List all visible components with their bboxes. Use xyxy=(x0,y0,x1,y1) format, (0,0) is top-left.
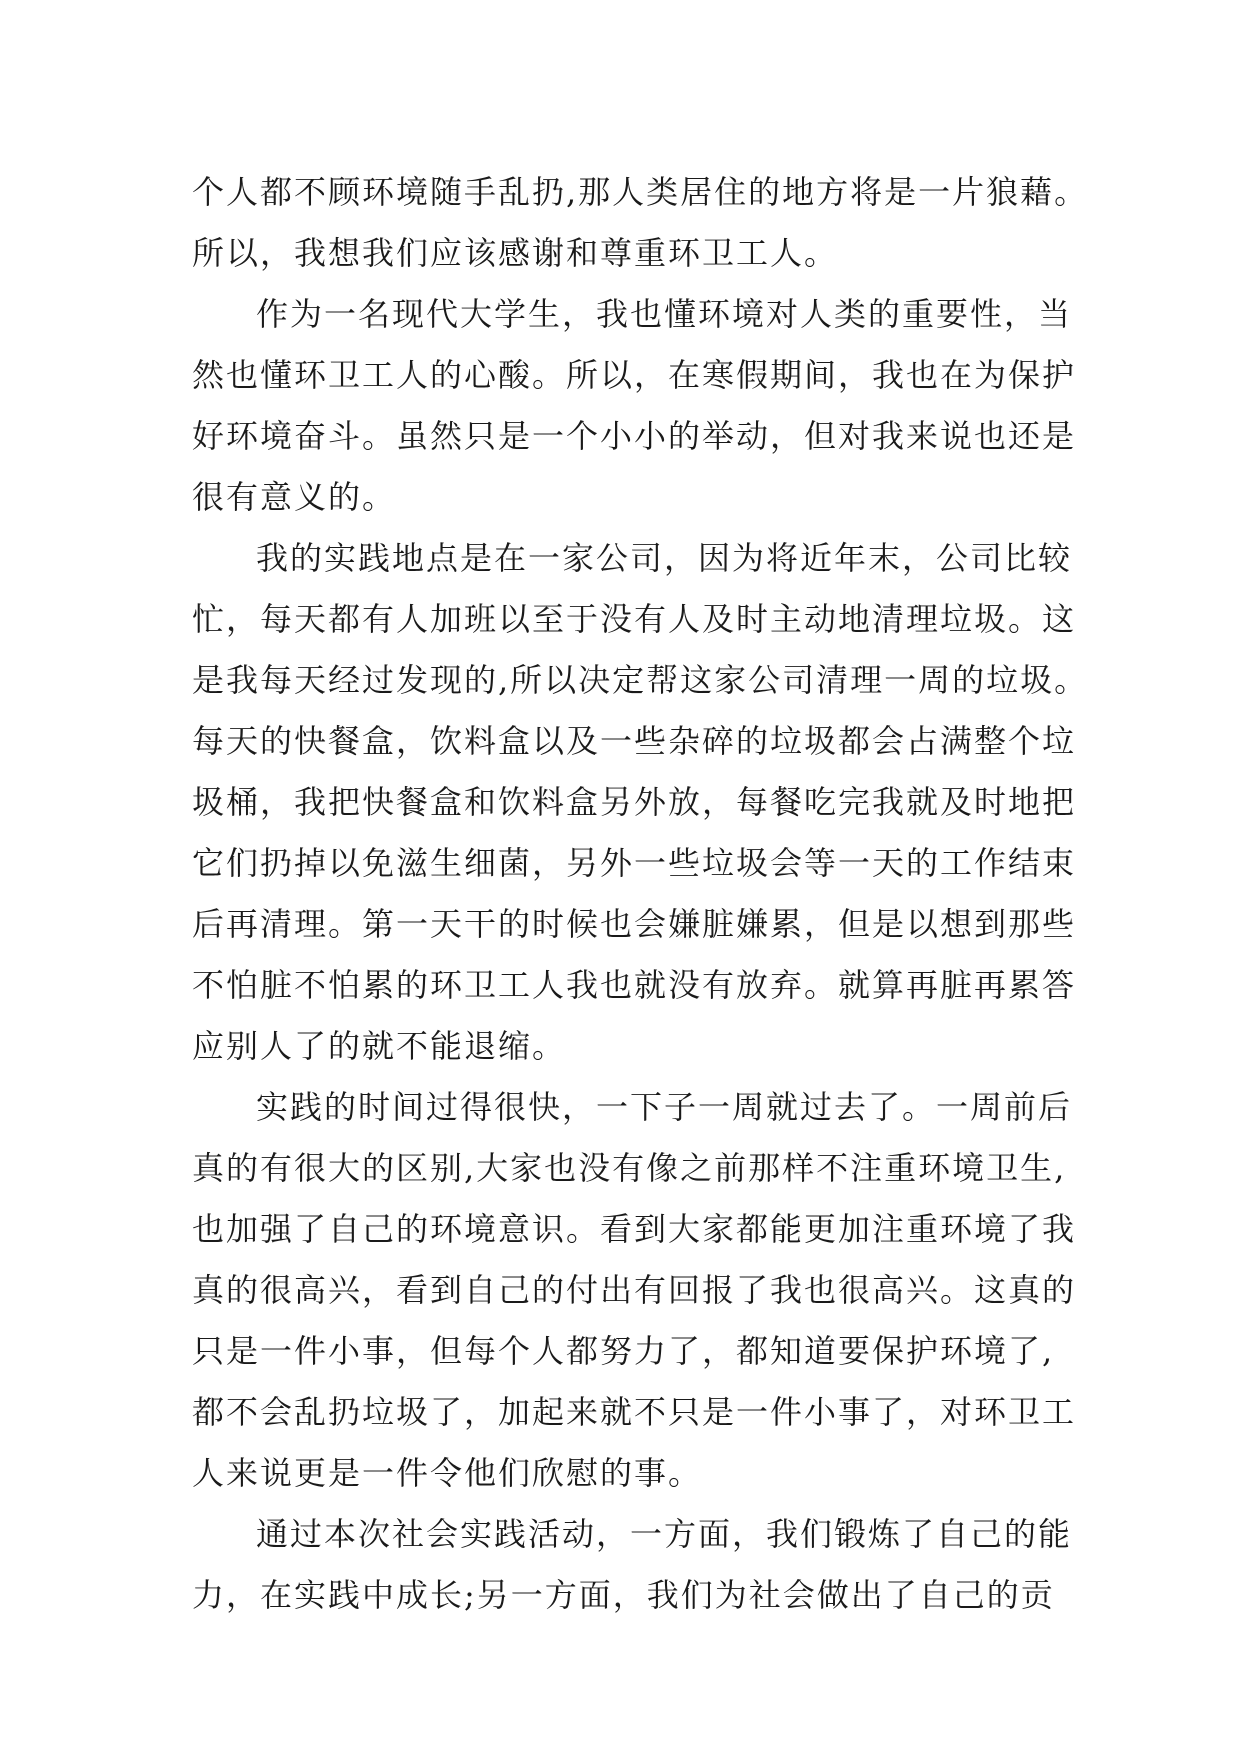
paragraph-start-line: 通过本次社会实践活动，一方面，我们锻炼了自己的能 xyxy=(256,1515,1073,1553)
text-line: 它们扔掉以免滋生细菌，另外一些垃圾会等一天的工作结束 xyxy=(192,844,1077,882)
document-body xyxy=(192,162,1092,1626)
text-line: 忙，每天都有人加班以至于没有人及时主动地清理垃圾。这 xyxy=(192,600,1077,638)
text-line: 然也懂环卫工人的心酸。所以，在寒假期间，我也在为保护 xyxy=(192,356,1077,394)
text-line: 后再清理。第一天干的时候也会嫌脏嫌累，但是以想到那些 xyxy=(192,905,1077,943)
text-line: 只是一件小事，但每个人都努力了，都知道要保护环境了, xyxy=(192,1332,1055,1370)
text-line: 不怕脏不怕累的环卫工人我也就没有放弃。就算再脏再累答 xyxy=(192,966,1077,1004)
text-line: 是我每天经过发现的,所以决定帮这家公司清理一周的垃圾。 xyxy=(192,661,1089,699)
paragraph-start-line: 实践的时间过得很快，一下子一周就过去了。一周前后 xyxy=(256,1088,1073,1126)
text-line: 好环境奋斗。虽然只是一个小小的举动，但对我来说也还是 xyxy=(192,417,1077,455)
text-line: 力，在实践中成长;另一方面，我们为社会做出了自己的贡 xyxy=(192,1576,1055,1614)
text-line: 真的很高兴，看到自己的付出有回报了我也很高兴。这真的 xyxy=(192,1271,1077,1309)
text-line: 所以，我想我们应该感谢和尊重环卫工人。 xyxy=(192,234,839,272)
text-line: 真的有很大的区别,大家也没有像之前那样不注重环境卫生, xyxy=(192,1149,1067,1187)
text-line: 人来说更是一件令他们欣慰的事。 xyxy=(192,1454,703,1492)
text-line: 也加强了自己的环境意识。看到大家都能更加注重环境了我 xyxy=(192,1210,1077,1248)
paragraph-start-line: 作为一名现代大学生，我也懂环境对人类的重要性，当 xyxy=(256,295,1073,333)
text-line: 很有意义的。 xyxy=(192,478,397,516)
text-line: 都不会乱扔垃圾了，加起来就不只是一件小事了，对环卫工 xyxy=(192,1393,1077,1431)
text-line: 圾桶，我把快餐盒和饮料盒另外放，每餐吃完我就及时地把 xyxy=(192,783,1077,821)
text-line: 每天的快餐盒，饮料盒以及一些杂碎的垃圾都会占满整个垃 xyxy=(192,722,1077,760)
paragraph-start-line: 我的实践地点是在一家公司，因为将近年末，公司比较 xyxy=(256,539,1073,577)
text-line: 应别人了的就不能退缩。 xyxy=(192,1027,567,1065)
text-line: 个人都不顾环境随手乱扔,那人类居住的地方将是一片狼藉。 xyxy=(192,173,1089,211)
